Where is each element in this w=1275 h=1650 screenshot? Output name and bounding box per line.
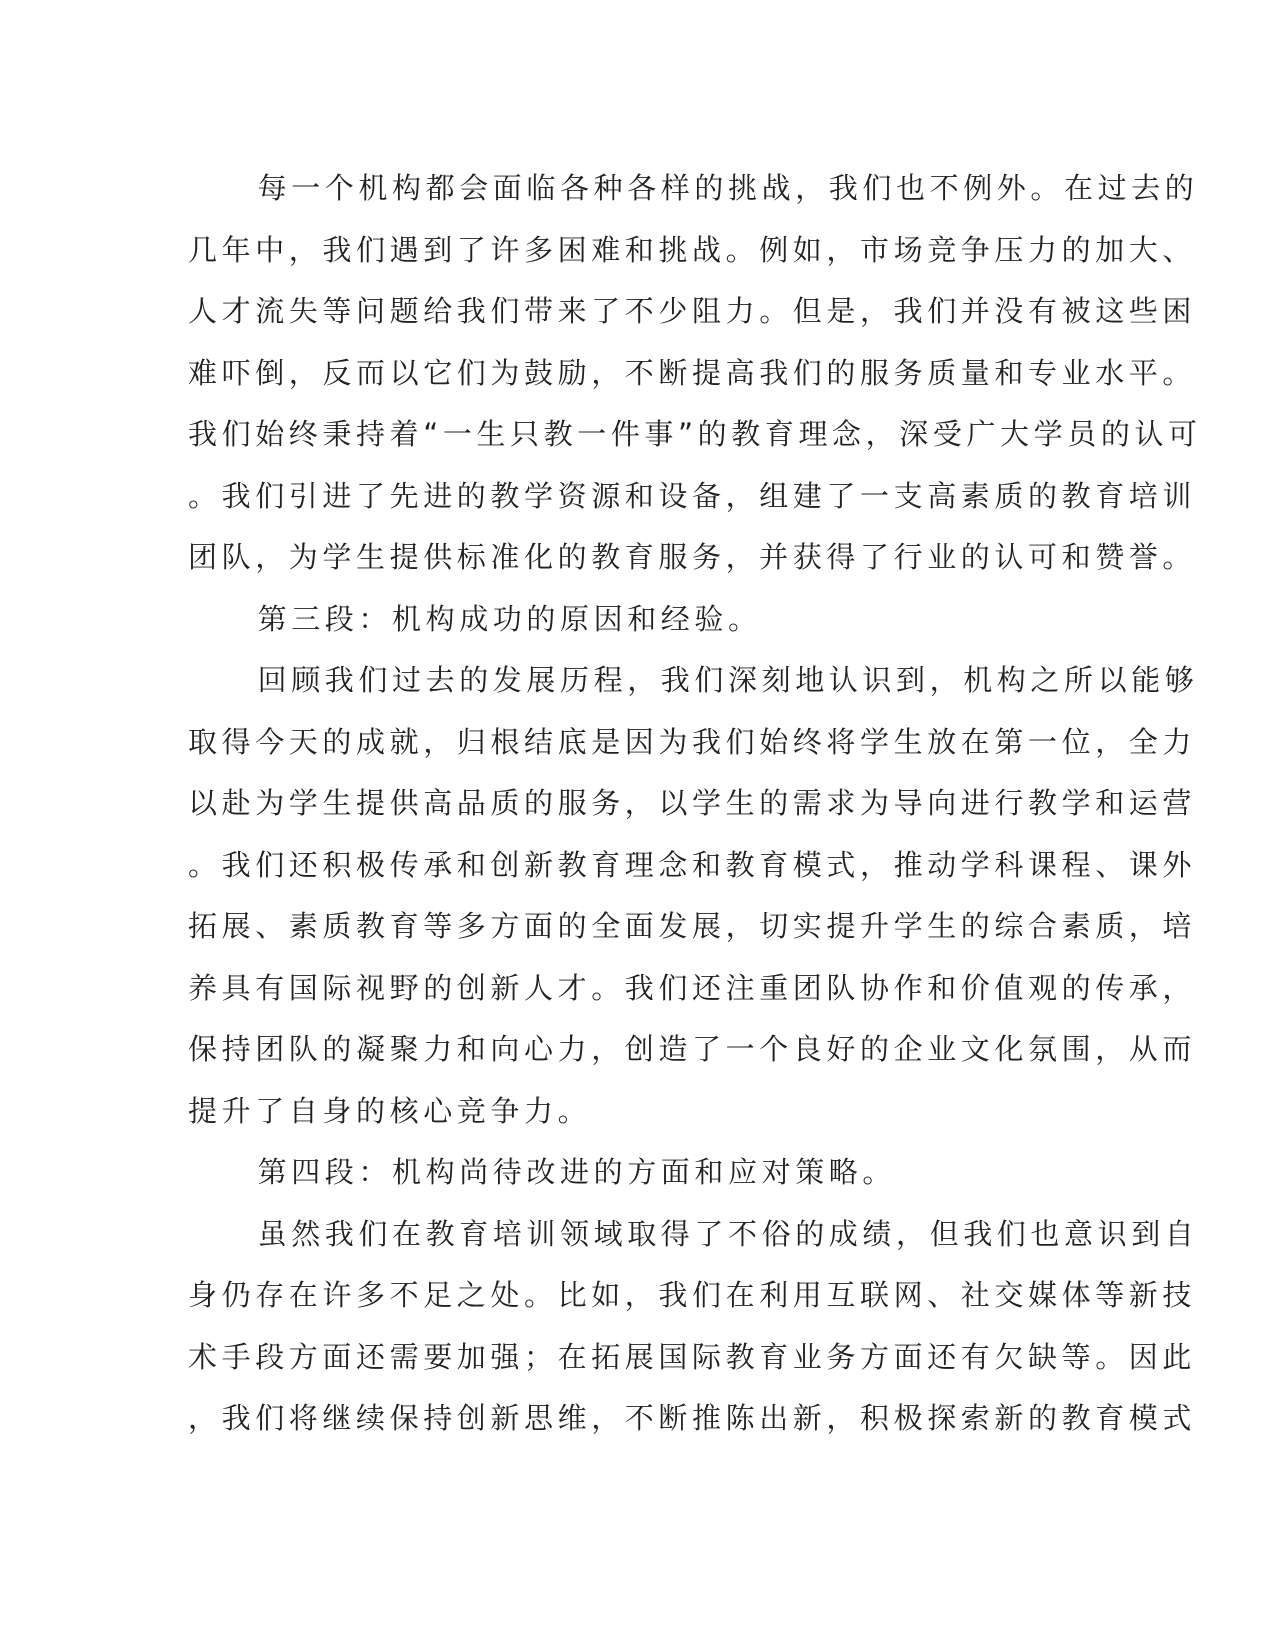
section-heading-text: 第三段：机构成功的原因和经验。 [257, 601, 762, 636]
paragraph-improvements [188, 1204, 1199, 1450]
text-line: 几年中，我们遇到了许多困难和挑战。例如，市场竞争压力的加大、 [188, 232, 1197, 267]
text-line: 拓展、素质教育等多方面的全面发展，切实提升学生的综合素质，培 [188, 909, 1197, 943]
text-line: 难吓倒，反而以它们为鼓励，不断提高我们的服务质量和专业水平。 [188, 355, 1197, 390]
text-line: 。我们引进了先进的教学资源和设备，组建了一支高素质的教育培训 [188, 478, 1197, 513]
text-line: 取得今天的成就，归根结底是因为我们始终将学生放在第一位，全力 [188, 724, 1197, 759]
text-line: 人才流失等问题给我们带来了不少阻力。但是，我们并没有被这些困 [188, 294, 1197, 328]
text-line: 身仍存在许多不足之处。比如，我们在利用互联网、社交媒体等新技 [188, 1278, 1197, 1312]
text-line: 保持团队的凝聚力和向心力，创造了一个良好的企业文化氛围，从而 [188, 1032, 1197, 1066]
text-line: 虽然我们在教育培训领域取得了不俗的成绩，但我们也意识到自 [257, 1216, 1199, 1251]
section-heading-3 [188, 589, 1068, 651]
paragraph-challenges [188, 158, 1202, 589]
text-line: 术手段方面还需要加强；在拓展国际教育业务方面还有欠缺等。因此 [188, 1339, 1197, 1374]
text-line: 以赴为学生提供高品质的服务，以学生的需求为导向进行教学和运营 [188, 786, 1197, 820]
text-line: 提升了自身的核心竞争力。 [188, 1093, 592, 1128]
text-line: 。我们还积极传承和创新教育理念和教育模式，推动学科课程、课外 [188, 847, 1197, 882]
text-line: 每一个机构都会面临各种各样的挑战，我们也不例外。在过去的 [257, 171, 1199, 205]
paragraph-success-reasons [188, 650, 1199, 1142]
text-line: 团队，为学生提供标准化的教育服务，并获得了行业的认可和赞誉。 [188, 540, 1197, 574]
document-body [188, 158, 1202, 1450]
text-line: 养具有国际视野的创新人才。我们还注重团队协作和价值观的传承， [188, 970, 1197, 1005]
section-heading-4 [188, 1142, 1068, 1204]
text-line: 回顾我们过去的发展历程，我们深刻地认识到，机构之所以能够 [257, 663, 1199, 697]
text-line: 我们始终秉持着“一生只教一件事”的教育理念，深受广大学员的认可 [188, 417, 1202, 451]
text-line: ，我们将继续保持创新思维，不断推陈出新，积极探索新的教育模式 [188, 1401, 1197, 1435]
section-heading-text: 第四段：机构尚待改进的方面和应对策略。 [257, 1155, 896, 1189]
